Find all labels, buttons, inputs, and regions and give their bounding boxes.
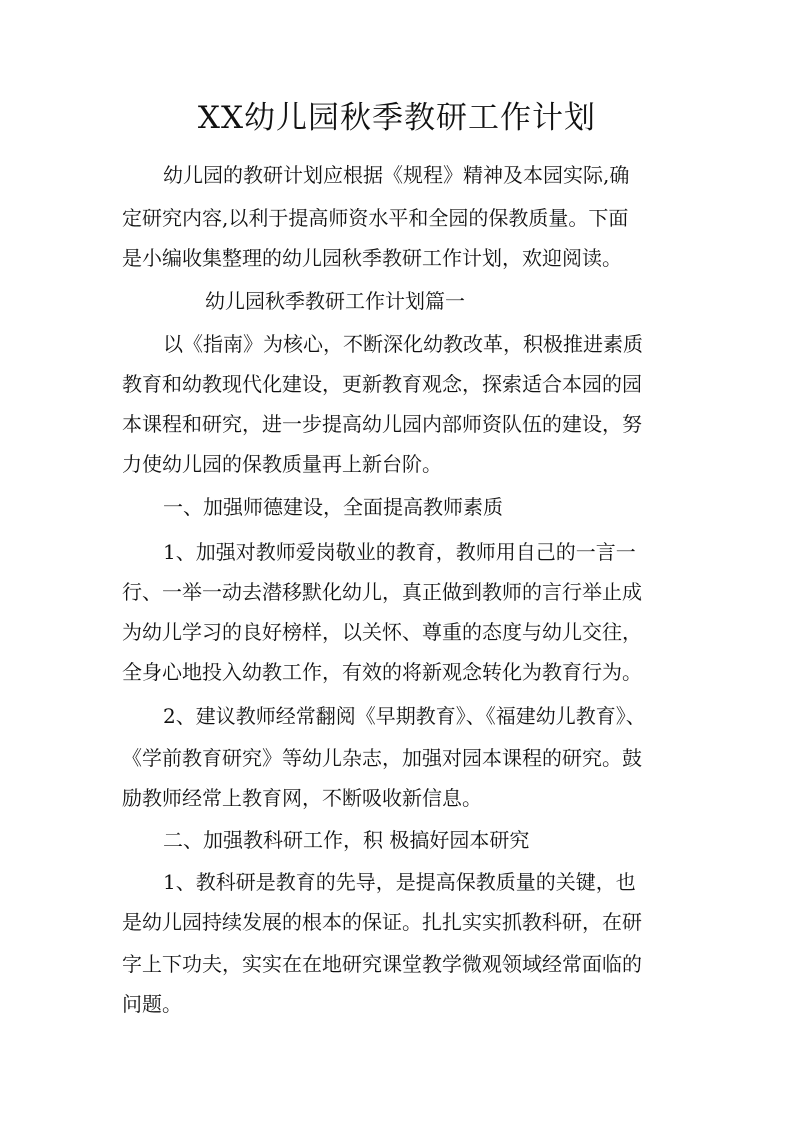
intro-line-3: 是小编收集整理的幼儿园秋季教研工作计划，欢迎阅读。: [122, 246, 622, 270]
paragraph-line: 力使幼儿园的保教质量再上新台阶。: [122, 452, 442, 476]
paragraph-line: 本课程和研究，进一步提高幼儿园内部师资队伍的建设，努: [122, 412, 642, 436]
intro-line-2: 定研究内容,以利于提高师资水平和全园的保教质量。下面: [122, 206, 629, 230]
section-subtitle: 幼儿园秋季教研工作计划篇一: [205, 289, 465, 313]
heading-two: 二、加强教科研工作，积 极搞好园本研究: [163, 828, 530, 852]
intro-line-1: 幼儿园的教研计划应根据《规程》精神及本园实际,确: [163, 163, 630, 187]
paragraph-line: 是幼儿园持续发展的根本的保证。扎扎实实抓教科研，在研: [122, 910, 642, 934]
document-title: XX幼儿园秋季教研工作计划: [197, 100, 597, 136]
paragraph-line: 行、一举一动去潜移默化幼儿，真正做到教师的言行举止成: [122, 580, 642, 604]
paragraph-line: 问题。: [122, 992, 182, 1016]
paragraph-line: 教育和幼教现代化建设，更新教育观念，探索适合本园的园: [122, 372, 642, 396]
paragraph-line: 1、加强对教师爱岗敬业的教育，教师用自己的一言一: [163, 540, 636, 564]
paragraph-line: 为幼儿学习的良好榜样，以关怀、尊重的态度与幼儿交往，: [122, 620, 642, 644]
paragraph-line: 以《指南》为核心，不断深化幼教改革，积极推进素质: [163, 332, 643, 356]
paragraph-line: 《学前教育研究》等幼儿杂志，加强对园本课程的研究。鼓: [122, 746, 642, 770]
paragraph-line: 字上下功夫，实实在在地研究课堂教学微观领域经常面临的: [122, 952, 642, 976]
heading-one: 一、加强师德建设，全面提高教师素质: [163, 495, 503, 519]
paragraph-line: 2、建议教师经常翻阅《早期教育》、《福建幼儿教育》、: [163, 704, 646, 728]
paragraph-line: 全身心地投入幼教工作，有效的将新观念转化为教育行为。: [122, 660, 642, 684]
paragraph-line: 1、教科研是教育的先导，是提高保教质量的关键，也: [163, 870, 636, 894]
paragraph-line: 励教师经常上教育网，不断吸收新信息。: [122, 786, 482, 810]
